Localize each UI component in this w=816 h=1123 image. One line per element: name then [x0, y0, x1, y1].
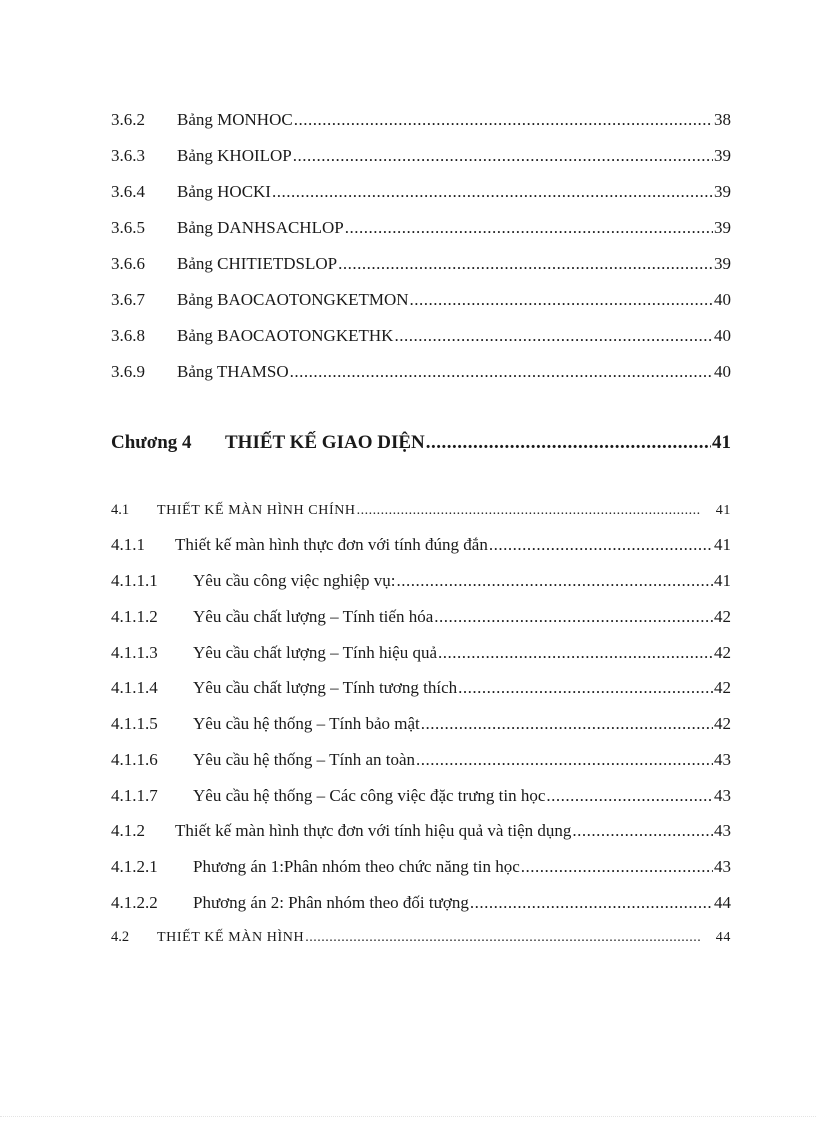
dot-leader — [338, 254, 713, 274]
page-bottom-divider — [0, 1116, 816, 1118]
entry-number: 3.6.3 — [111, 146, 145, 165]
entry-title: Yêu cầu công việc nghiệp vụ: — [193, 571, 396, 590]
entry-title: Phương án 2: Phân nhóm theo đối tượng — [193, 893, 469, 912]
entry-number: 4.1.1.1 — [111, 571, 158, 590]
toc-entry-4-1-1-4[interactable] — [111, 678, 731, 702]
dot-leader — [397, 571, 713, 591]
dot-leader — [470, 893, 713, 913]
dot-leader — [357, 503, 701, 519]
dot-leader — [572, 821, 713, 841]
dot-leader — [458, 678, 713, 698]
entry-page-number: 39 — [714, 218, 731, 237]
toc-section-4-2[interactable] — [111, 929, 731, 953]
dot-leader — [394, 326, 713, 346]
entry-title: Bảng BAOCAOTONGKETMON — [177, 290, 409, 309]
entry-page-number: 40 — [714, 290, 731, 309]
entry-title: Thiết kế màn hình thực đơn với tính hiệu quả và tiện dụng — [175, 821, 572, 840]
toc-entry-3-6-4[interactable] — [111, 182, 731, 206]
entry-number: 4.1.1.4 — [111, 678, 158, 697]
entry-page-number: 43 — [714, 821, 731, 840]
entry-title: Bảng BAOCAOTONGKETHK — [177, 326, 394, 345]
entry-title: Bảng KHOILOP — [177, 146, 292, 165]
toc-entry-3-6-7[interactable] — [111, 290, 731, 314]
entry-title: Yêu cầu hệ thống – Các công việc đặc trưng tin học — [193, 786, 546, 805]
entry-number: 3.6.4 — [111, 182, 145, 201]
entry-number: 3.6.9 — [111, 362, 145, 381]
entry-title: Yêu cầu hệ thống – Tính an toàn — [193, 750, 416, 769]
toc-entry-3-6-5[interactable] — [111, 218, 731, 242]
entry-page-number: 43 — [714, 750, 731, 769]
entry-number: 4.1.1 — [111, 535, 145, 554]
dot-leader — [521, 857, 713, 877]
entry-page-number: 44 — [714, 893, 731, 912]
toc-entry-4-1-2-1[interactable] — [111, 857, 731, 881]
entry-number: 4.1.1.6 — [111, 750, 158, 769]
entry-page-number: 40 — [714, 326, 731, 345]
chapter-number: Chương 4 — [111, 432, 192, 453]
entry-page-number: 42 — [714, 678, 731, 697]
toc-chapter-4[interactable] — [111, 432, 731, 456]
section-title: THIẾT KẾ MÀN HÌNH — [157, 930, 305, 945]
entry-page-number: 39 — [714, 254, 731, 273]
entry-number: 3.6.6 — [111, 254, 145, 273]
entry-number: 4.1.2.2 — [111, 893, 158, 912]
dot-leader — [410, 290, 713, 310]
entry-page-number: 41 — [714, 535, 731, 554]
entry-page-number: 40 — [714, 362, 731, 381]
entry-title: Bảng DANHSACHLOP — [177, 218, 344, 237]
entry-title: Bảng MONHOC — [177, 110, 293, 129]
entry-title: Bảng HOCKI — [177, 182, 271, 201]
dot-leader — [426, 432, 711, 454]
toc-entry-4-1-2[interactable] — [111, 821, 731, 845]
dot-leader — [294, 110, 713, 130]
entry-title: Yêu cầu chất lượng – Tính tương thích — [193, 678, 458, 697]
entry-title: Phương án 1:Phân nhóm theo chức năng tin học — [193, 857, 520, 876]
dot-leader — [305, 930, 701, 946]
entry-title: Bảng CHITIETDSLOP — [177, 254, 338, 273]
toc-entry-3-6-2[interactable] — [111, 110, 731, 134]
dot-leader — [290, 362, 713, 382]
toc-entry-4-1-1-3[interactable] — [111, 643, 731, 667]
entry-page-number: 42 — [714, 607, 731, 626]
section-number: 4.2 — [111, 929, 130, 945]
entry-number: 3.6.8 — [111, 326, 145, 345]
section-page-number: 44 — [715, 930, 731, 945]
entry-title: Yêu cầu chất lượng – Tính hiệu quả — [193, 643, 438, 662]
toc-entry-3-6-6[interactable] — [111, 254, 731, 278]
entry-page-number: 42 — [714, 714, 731, 733]
entry-title: Thiết kế màn hình thực đơn với tính đúng đắn — [175, 535, 488, 554]
toc-section-4-1[interactable] — [111, 502, 731, 526]
entry-title: Yêu cầu hệ thống – Tính bảo mật — [193, 714, 420, 733]
entry-number: 4.1.2 — [111, 821, 145, 840]
entry-page-number: 38 — [714, 110, 731, 129]
dot-leader — [293, 146, 713, 166]
toc-entry-4-1-2-2[interactable] — [111, 893, 731, 917]
entry-number: 4.1.1.7 — [111, 786, 158, 805]
entry-number: 3.6.7 — [111, 290, 145, 309]
toc-entry-3-6-8[interactable] — [111, 326, 731, 350]
entry-number: 3.6.5 — [111, 218, 145, 237]
dot-leader — [546, 786, 713, 806]
entry-page-number: 43 — [714, 857, 731, 876]
entry-number: 4.1.1.2 — [111, 607, 158, 626]
entry-number: 4.1.2.1 — [111, 857, 158, 876]
toc-entry-4-1-1-1[interactable] — [111, 571, 731, 595]
dot-leader — [345, 218, 713, 238]
entry-title: Yêu cầu chất lượng – Tính tiến hóa — [193, 607, 434, 626]
entry-title: Bảng THAMSO — [177, 362, 289, 381]
entry-page-number: 41 — [714, 571, 731, 590]
dot-leader — [416, 750, 713, 770]
toc-entry-4-1-1-6[interactable] — [111, 750, 731, 774]
entry-page-number: 39 — [714, 146, 731, 165]
toc-entry-4-1-1[interactable] — [111, 535, 731, 559]
section-number: 4.1 — [111, 502, 130, 518]
entry-number: 3.6.2 — [111, 110, 145, 129]
toc-entry-3-6-9[interactable] — [111, 362, 731, 386]
section-page-number: 41 — [715, 503, 731, 518]
toc-entry-4-1-1-2[interactable] — [111, 607, 731, 631]
entry-number: 4.1.1.5 — [111, 714, 158, 733]
dot-leader — [434, 607, 713, 627]
toc-entry-4-1-1-7[interactable] — [111, 786, 731, 810]
chapter-page-number: 41 — [712, 432, 731, 453]
entry-page-number: 39 — [714, 182, 731, 201]
entry-number: 4.1.1.3 — [111, 643, 158, 662]
entry-page-number: 42 — [714, 643, 731, 662]
toc-entry-4-1-1-5[interactable] — [111, 714, 731, 738]
section-title: THIẾT KẾ MÀN HÌNH CHÍNH — [157, 503, 356, 518]
dot-leader — [489, 535, 713, 555]
toc-entry-3-6-3[interactable] — [111, 146, 731, 170]
dot-leader — [421, 714, 713, 734]
dot-leader — [438, 643, 713, 663]
entry-page-number: 43 — [714, 786, 731, 805]
chapter-title: THIẾT KẾ GIAO DIỆN — [225, 432, 425, 453]
dot-leader — [272, 182, 713, 202]
